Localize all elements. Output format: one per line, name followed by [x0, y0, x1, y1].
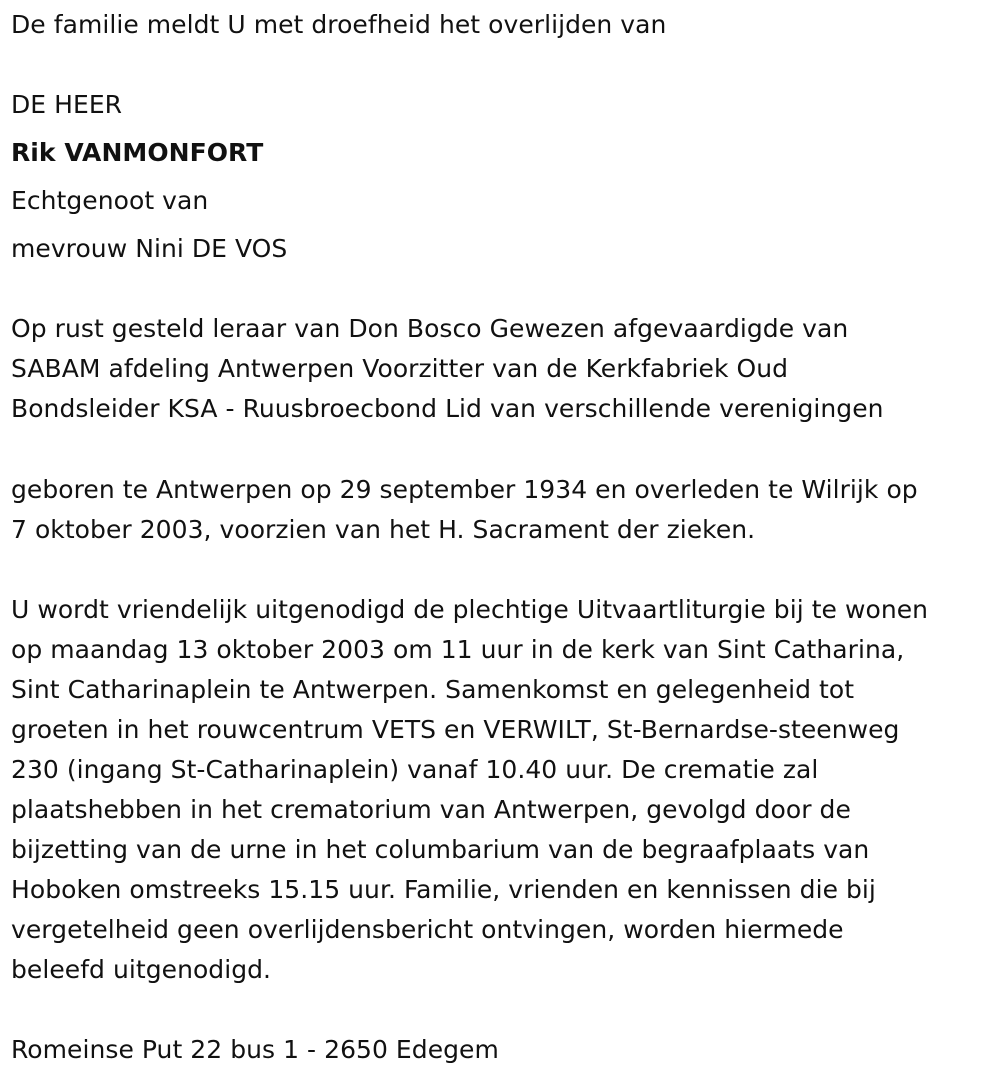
funeral-paragraph	[11, 590, 928, 990]
spouse-label: Echtgenoot van	[11, 186, 209, 215]
funeral-line: Sint Catharinaplein te Antwerpen. Samenkomst en gelegenheid tot	[11, 675, 855, 704]
funeral-line: Hoboken omstreeks 15.15 uur. Familie, vrienden en kennissen die bij	[11, 875, 876, 904]
dates-line: geboren te Antwerpen op 29 september 1934 en overleden te Wilrijk op	[11, 475, 918, 504]
biography-line: Bondsleider KSA - Ruusbroecbond Lid van verschillende verenigingen	[11, 394, 884, 423]
biography-line: SABAM afdeling Antwerpen Voorzitter van de Kerkfabriek Oud	[11, 354, 789, 383]
dates-paragraph	[11, 470, 918, 550]
funeral-line: groeten in het rouwcentrum VETS en VERWILT, St-Bernardse-steenweg	[11, 715, 900, 744]
biography-line: Op rust gesteld leraar van Don Bosco Gewezen afgevaardigde van	[11, 314, 849, 343]
intro-text: De familie meldt U met droefheid het overlijden van	[11, 10, 667, 39]
funeral-line: vergetelheid geen overlijdensbericht ontvingen, worden hiermede	[11, 915, 844, 944]
deceased-name: Rik VANMONFORT	[11, 138, 264, 167]
spouse-name: mevrouw Nini DE VOS	[11, 234, 288, 263]
funeral-line: bijzetting van de urne in het columbarium van de begraafplaats van	[11, 835, 870, 864]
funeral-line: beleefd uitgenodigd.	[11, 955, 272, 984]
funeral-line: plaatshebben in het crematorium van Antwerpen, gevolgd door de	[11, 795, 851, 824]
dates-line: 7 oktober 2003, voorzien van het H. Sacrament der zieken.	[11, 515, 756, 544]
biography-paragraph	[11, 309, 884, 429]
address-text: Romeinse Put 22 bus 1 - 2650 Edegem	[11, 1035, 499, 1064]
funeral-line: U wordt vriendelijk uitgenodigd de plechtige Uitvaartliturgie bij te wonen	[11, 595, 929, 624]
funeral-line: op maandag 13 oktober 2003 om 11 uur in de kerk van Sint Catharina,	[11, 635, 905, 664]
funeral-line: 230 (ingang St-Catharinaplein) vanaf 10.40 uur. De crematie zal	[11, 755, 819, 784]
honorific-title: DE HEER	[11, 90, 123, 119]
